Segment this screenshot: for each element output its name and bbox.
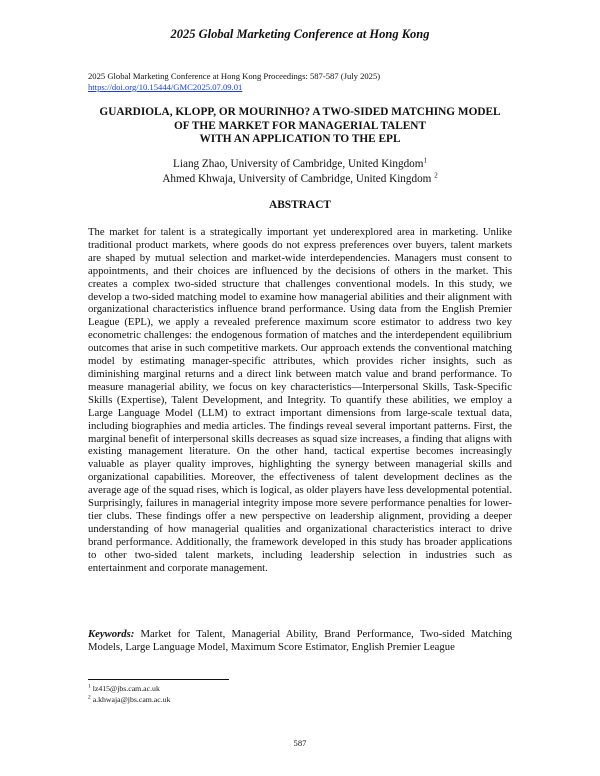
author-2 bbox=[80, 172, 520, 187]
footnote-2 bbox=[88, 695, 388, 706]
keywords bbox=[88, 628, 512, 654]
footnote-2-email: a.khwaja@jbs.cam.ac.uk bbox=[90, 694, 171, 704]
footnote-divider bbox=[88, 679, 229, 680]
footnotes bbox=[88, 684, 388, 705]
keywords-text: Market for Talent, Managerial Ability, Brand Performance, Two-sided Matching Models, Large Language Model, Maximum Score Estimator, English Premier League bbox=[88, 628, 512, 653]
footnote-1-mark: 1 bbox=[88, 683, 91, 690]
footnote-1-email: lz415@jbs.cam.ac.uk bbox=[90, 684, 160, 693]
page-number: 587 bbox=[293, 738, 307, 748]
abstract-heading: ABSTRACT bbox=[268, 199, 332, 211]
author-1-affiliation: Liang Zhao, University of Cambridge, United Kingdom bbox=[173, 158, 424, 170]
conference-header: 2025 Global Marketing Conference at Hong Kong bbox=[170, 27, 430, 41]
footnote-1 bbox=[88, 684, 388, 695]
title-line-1: GUARDIOLA, KLOPP, OR MOURINHO? A TWO-SIDED MATCHING MODEL bbox=[99, 106, 501, 118]
abstract-body: The market for talent is a strategically important yet underexplored area in marketing. Unlike traditional product markets, where goods do not express preferences over buyers, talent markets are shaped by mutual selection and market-wide interdependencies. Managers must consent to appointments, and their choices are influenced by the decisions of others in the market. This creates a complex two-sided structure that challenges conventional models. In this study, we develop a two-sided matching model to examine how managerial abilities and their alignment with organizational characteristics influence brand performance. Using data from the English Premier League (EPL), we apply a revealed preference maximum score estimator to address two key econometric challenges: the endogenous formation of matches and the interdependent equilibrium outcomes that arise in such competitive markets. Our approach extends the conventional matching model by estimating manager-specific attributes, which provides richer insights, such as diminishing marginal returns and a direct link between match value and brand performance. To measure managerial ability, we focus on key characteristics—Interpersonal Skills, Task-Specific Skills (Expertise), Talent Development, and Integrity. To quantify these abilities, we employ a Large Language Model (LLM) to extract important dimensions from large-scale textual data, including biographies and media articles. The findings reveal several important patterns. First, the marginal benefit of interpersonal skills decreases as squad size increases, a finding that aligns with existing management literature. On the other hand, tactical expertise becomes increasingly valuable as player quality improves, highlighting the synergy between managerial skills and organizational capabilities. Moreover, the effectiveness of talent development declines as the average age of the squad rises, which is logical, as older players have less developmental potential. Surprisingly, failures in managerial integrity impose more severe performance penalties for lower-tier clubs. These findings offer a new perspective on leadership alignment, providing a deeper understanding of how managerial qualities and organizational characteristics interact to drive brand performance. Additionally, the framework developed in this study has broader applications to other two-sided talent markets, including leadership selection in industries such as entertainment and corporate management. bbox=[88, 226, 512, 574]
author-2-footnote-mark: 2 bbox=[434, 170, 438, 179]
author-1 bbox=[80, 157, 520, 172]
title-line-2: OF THE MARKET FOR MANAGERIAL TALENT bbox=[173, 119, 427, 132]
proceedings-info bbox=[88, 71, 528, 93]
paper-title bbox=[80, 106, 520, 147]
author-2-affiliation: Ahmed Khwaja, University of Cambridge, United Kingdom bbox=[162, 172, 435, 185]
author-list bbox=[80, 157, 520, 186]
proceedings-citation: 2025 Global Marketing Conference at Hong Kong Proceedings: 587-587 (July 2025) bbox=[88, 71, 381, 81]
title-line-3: WITH AN APPLICATION TO THE EPL bbox=[199, 133, 401, 145]
doi-link[interactable]: https://doi.org/10.15444/GMC2025.07.09.01 bbox=[88, 82, 243, 92]
author-1-footnote-mark: 1 bbox=[423, 156, 427, 165]
footnote-2-mark: 2 bbox=[88, 693, 91, 700]
keywords-label: Keywords: bbox=[88, 628, 135, 640]
